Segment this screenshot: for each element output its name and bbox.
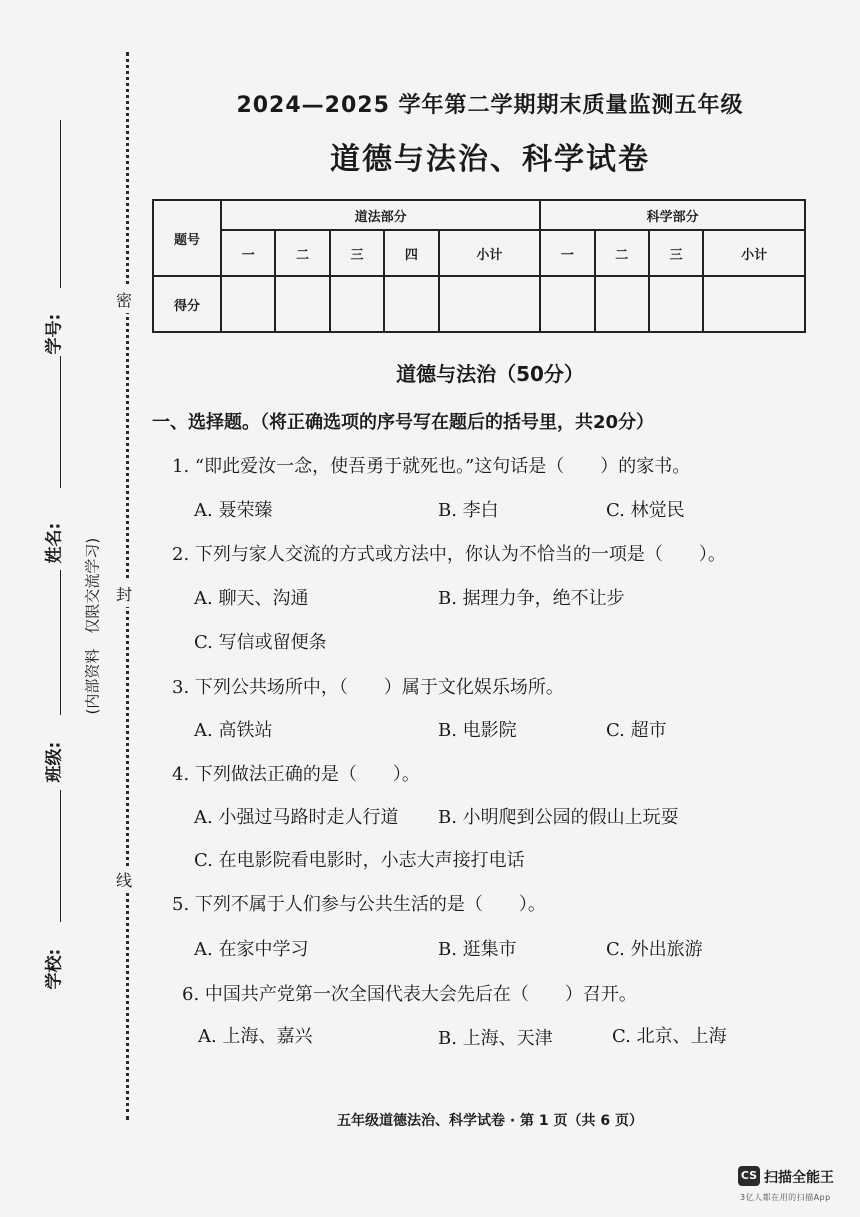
question-2-stem: 2. 下列与家人交流的方式或方法中，你认为不恰当的一项是（ ）。 — [172, 544, 726, 565]
question-4-stem: 4. 下列做法正确的是（ ）。 — [172, 764, 420, 785]
score-cell[interactable] — [275, 276, 329, 332]
school-label: 学校: — [44, 948, 65, 990]
question-6-stem: 6. 中国共产党第一次全国代表大会先后在（ ）召开。 — [182, 984, 637, 1005]
table-header-score: 得分 — [153, 276, 221, 332]
question-3-option-b: B. 电影院 — [438, 720, 517, 741]
table-col-daofa-1: 一 — [221, 230, 275, 276]
exam-title-line2: 道德与法治、科学试卷 — [330, 142, 650, 177]
question-3-option-a: A. 高铁站 — [194, 720, 273, 741]
score-cell[interactable] — [330, 276, 384, 332]
part1-heading: 一、选择题。（将正确选项的序号写在题后的括号里，共20分） — [152, 412, 655, 433]
question-5-stem: 5. 下列不属于人们参与公共生活的是（ ）。 — [172, 894, 546, 915]
watermark-app-name: 扫描全能王 — [764, 1170, 834, 1186]
question-4-option-a: A. 小强过马路时走人行道 — [194, 807, 399, 828]
binding-margin — [0, 0, 150, 1217]
question-2-option-a: A. 聊天、沟通 — [194, 588, 309, 609]
question-3-stem: 3. 下列公共场所中，（ ）属于文化娱乐场所。 — [172, 677, 564, 698]
section-title: 道德与法治（50分） — [396, 362, 584, 386]
question-5-option-a: A. 在家中学习 — [194, 939, 309, 960]
seal-char-mi: 密 — [116, 286, 132, 313]
watermark-tagline: 3亿人都在用的扫描App — [740, 1193, 831, 1202]
seal-char-feng: 封 — [116, 580, 132, 607]
score-cell[interactable] — [703, 276, 805, 332]
score-cell[interactable] — [384, 276, 438, 332]
question-5-option-b: B. 逛集市 — [438, 939, 517, 960]
seal-char-xian: 线 — [116, 866, 132, 893]
table-col-science-2: 二 — [595, 230, 649, 276]
name-fill-line — [60, 356, 61, 488]
question-1-stem: 1. “即此爱汝一念，使吾勇于就死也。”这句话是（ ）的家书。 — [172, 456, 691, 477]
question-4-option-c: C. 在电影院看电影时，小志大声接打电话 — [194, 850, 525, 871]
question-1-option-a: A. 聂荣臻 — [194, 500, 273, 521]
table-col-science-1: 一 — [540, 230, 594, 276]
score-table — [152, 199, 806, 333]
question-5-option-c: C. 外出旅游 — [606, 939, 703, 960]
table-col-daofa-2: 二 — [275, 230, 329, 276]
question-6-option-a: A. 上海、嘉兴 — [198, 1026, 313, 1047]
table-col-science-3: 三 — [649, 230, 703, 276]
internal-note: (内部资料 仅限交流学习) — [83, 537, 102, 715]
question-6-option-c: C. 北京、上海 — [612, 1026, 727, 1047]
table-col-daofa-subtotal: 小计 — [439, 230, 541, 276]
class-fill-line — [60, 570, 61, 715]
table-group-daofa: 道法部分 — [221, 200, 540, 230]
table-col-daofa-3: 三 — [330, 230, 384, 276]
score-cell[interactable] — [439, 276, 541, 332]
name-label: 姓名: — [44, 522, 65, 564]
question-1-option-c: C. 林觉民 — [606, 500, 685, 521]
scanner-watermark — [738, 1166, 846, 1206]
student-no-fill-line — [60, 120, 61, 288]
student-no-label: 学号: — [44, 313, 65, 355]
table-header-question-no: 题号 — [153, 200, 221, 276]
exam-title-line1: 2024—2025 学年第二学期期末质量监测五年级 — [236, 93, 744, 118]
question-6-option-b: B. 上海、天津 — [438, 1028, 553, 1049]
class-label: 班级: — [44, 741, 65, 783]
table-col-daofa-4: 四 — [384, 230, 438, 276]
score-cell[interactable] — [595, 276, 649, 332]
page-footer: 五年级道德法治、科学试卷 · 第 1 页（共 6 页） — [336, 1113, 644, 1129]
question-4-option-b: B. 小明爬到公园的假山上玩耍 — [438, 807, 679, 828]
score-cell[interactable] — [221, 276, 275, 332]
table-col-science-subtotal: 小计 — [703, 230, 805, 276]
table-group-science: 科学部分 — [540, 200, 805, 230]
school-fill-line — [60, 790, 61, 922]
score-cell[interactable] — [540, 276, 594, 332]
score-cell[interactable] — [649, 276, 703, 332]
question-2-option-c: C. 写信或留便条 — [194, 632, 327, 653]
camscanner-logo-icon: CS — [738, 1166, 760, 1186]
question-2-option-b: B. 据理力争，绝不让步 — [438, 588, 625, 609]
question-3-option-c: C. 超市 — [606, 720, 667, 741]
question-1-option-b: B. 李白 — [438, 500, 499, 521]
